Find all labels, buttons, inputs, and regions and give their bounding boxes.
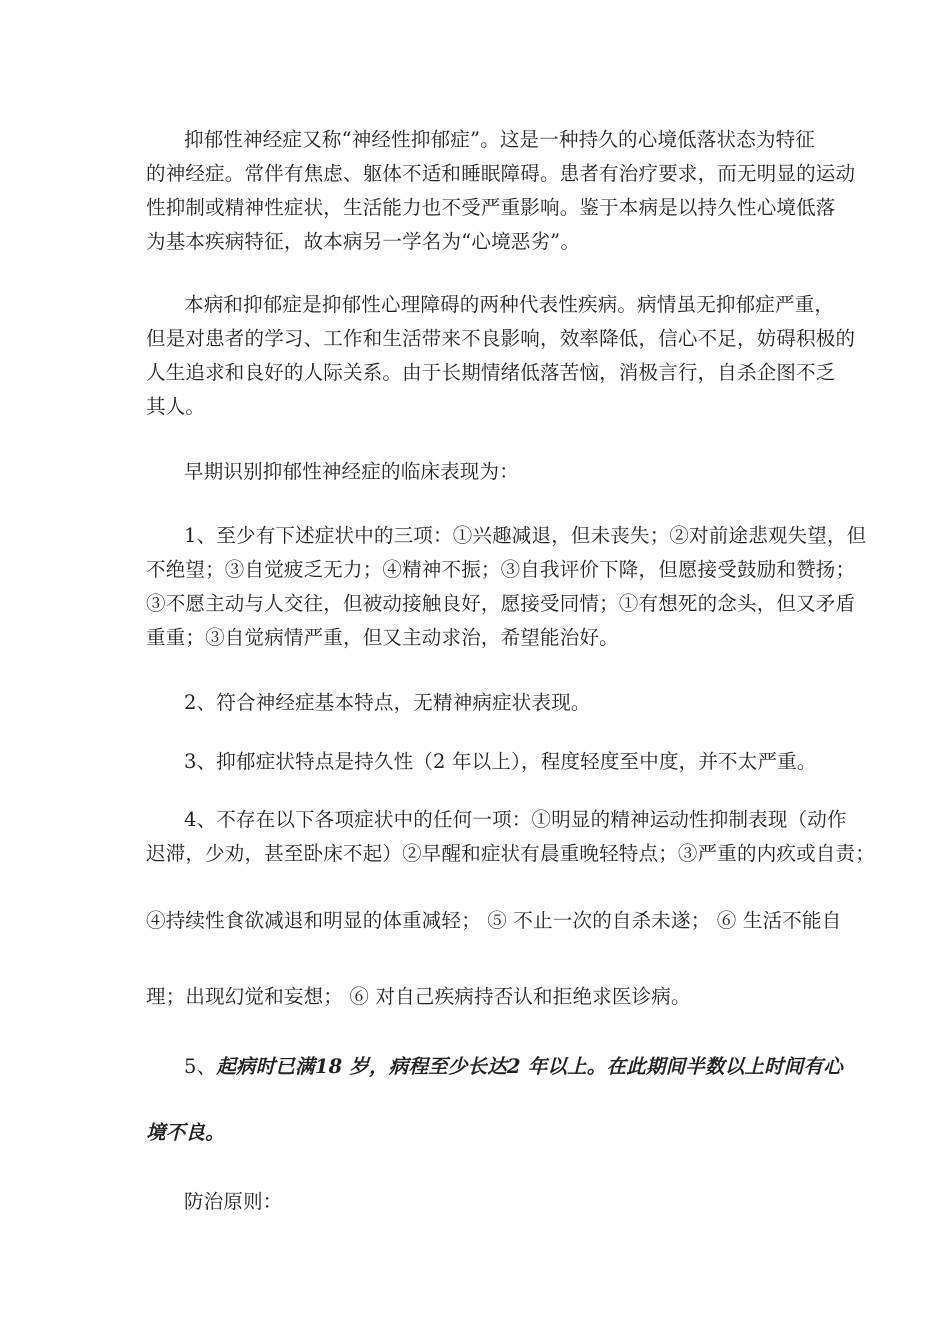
paragraph-2-line-4: 其人。 <box>146 395 206 418</box>
item-5-emphasis: 起病时已满18 岁，病程至少长达2 年以上。在此期间半数以上时间有心 <box>216 1055 843 1078</box>
paragraph-1-line-3: 性抑制或精神性症状，生活能力也不受严重影响。鉴于本病是以持久性心境低落 <box>146 196 836 219</box>
paragraph-1-line-4: 为基本疾病特征，故本病另一学名为“心境恶劣”。 <box>146 230 581 253</box>
paragraph-2-line-2: 但是对患者的学习、工作和生活带来不良影响，效率降低，信心不足，妨碍积极的 <box>146 327 856 350</box>
item-4-line-4: 理；出现幻觉和妄想； ⑥ 对自己疾病持否认和拒绝求医诊病。 <box>146 985 691 1008</box>
paragraph-1-line-1: 抑郁性神经症又称“神经性抑郁症”。这是一种持久的心境低落状态为特征 <box>184 128 816 151</box>
item-5-line-2: 境不良。 <box>146 1121 225 1144</box>
item-1-line-1: 1、至少有下述症状中的三项：①兴趣减退，但未丧失；②对前途悲观失望，但 <box>184 524 867 547</box>
item-1-line-2: 不绝望；③自觉疲乏无力；④精神不振；③自我评价下降，但愿接受鼓励和赞扬； <box>146 558 856 581</box>
item-4-line-2: 迟滞，少劝，甚至卧床不起）②早醒和症状有晨重晚轻特点；③严重的内疚或自责； <box>146 842 875 865</box>
paragraph-1-line-2: 的神经症。常伴有焦虑、躯体不适和睡眠障碍。患者有治疗要求，而无明显的运动 <box>146 162 856 185</box>
item-1-line-4: 重重；③自觉病情严重，但又主动求治，希望能治好。 <box>146 626 619 649</box>
section-heading-prevention: 防治原则： <box>184 1190 283 1213</box>
item-4-line-1: 4、不存在以下各项症状中的任何一项：①明显的精神运动性抑制表现（动作 <box>184 808 847 831</box>
item-2: 2、符合神经症基本特点，无精神病症状表现。 <box>184 691 591 714</box>
item-1-line-3: ③不愿主动与人交往，但被动接触良好，愿接受同情；①有想死的念头，但又矛盾 <box>146 592 856 615</box>
item-5-number: 5、 <box>184 1055 217 1078</box>
paragraph-2-line-1: 本病和抑郁症是抑郁性心理障碍的两种代表性疾病。病情虽无抑郁症严重， <box>184 293 835 316</box>
paragraph-2-line-3: 人生追求和良好的人际关系。由于长期情绪低落苦恼，消极言行，自杀企图不乏 <box>146 361 836 384</box>
item-3: 3、抑郁症状特点是持久性（2 年以上），程度轻度至中度，并不太严重。 <box>184 750 817 773</box>
item-5-line-1 <box>184 1050 843 1084</box>
item-4-line-3: ④持续性食欲减退和明显的体重减轻； ⑤ 不止一次的自杀未遂； ⑥ 生活不能自 <box>146 909 842 932</box>
paragraph-3: 早期识别抑郁性神经症的临床表现为： <box>184 460 519 483</box>
